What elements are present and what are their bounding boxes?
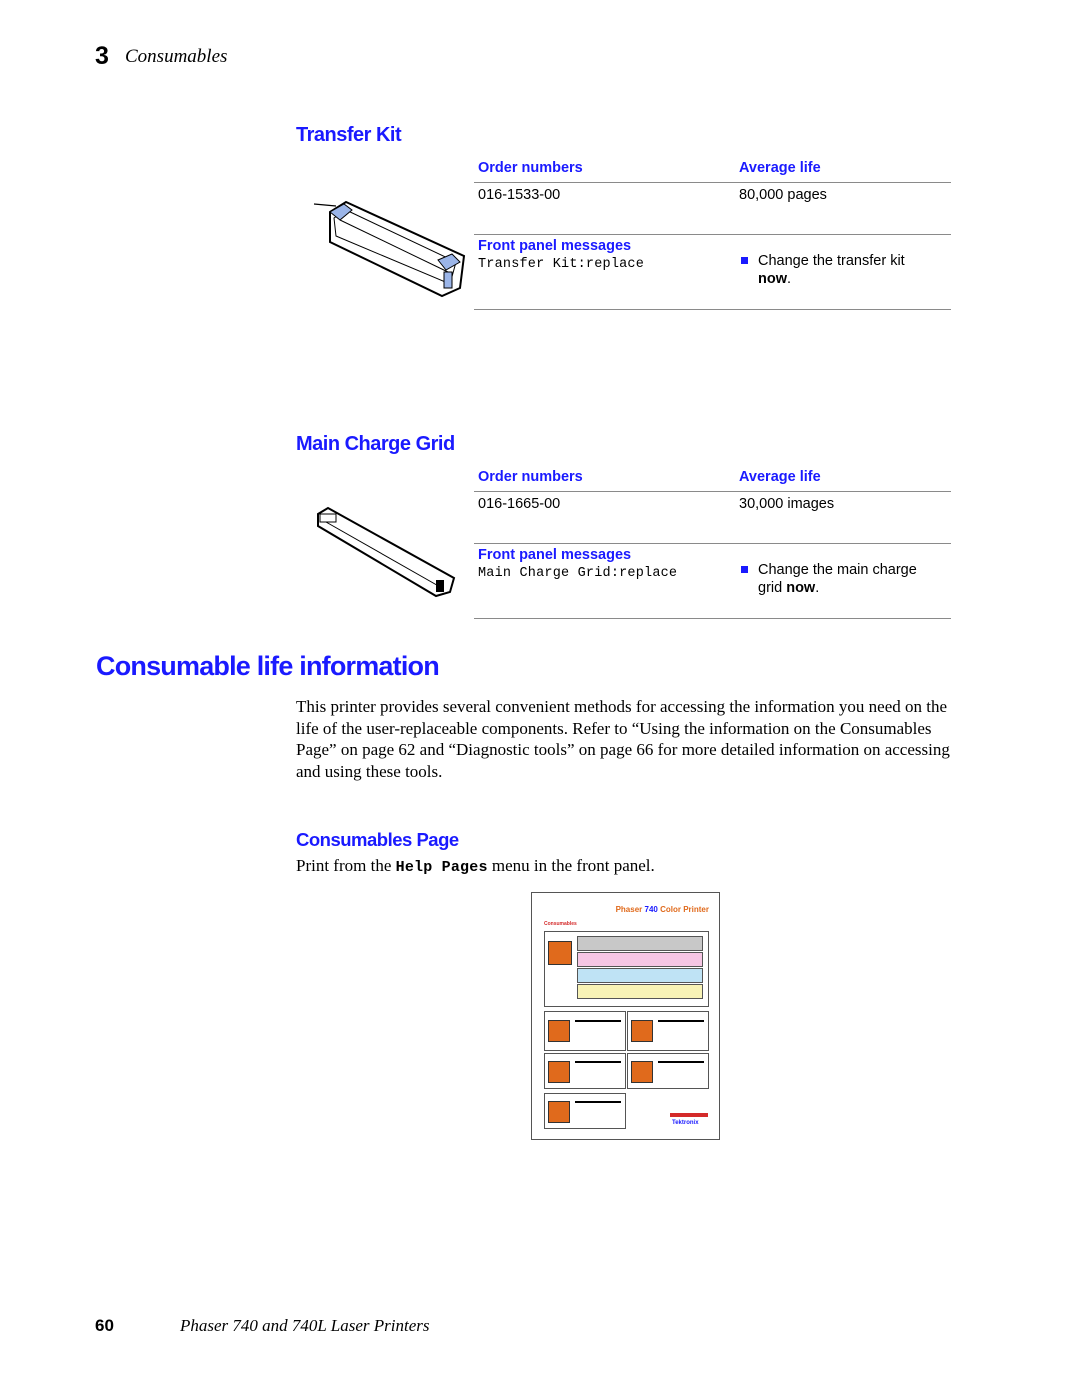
transfer-kit-action-end: . bbox=[787, 271, 792, 287]
transfer-kit-icon bbox=[548, 1101, 570, 1123]
main-charge-grid-action-end: . bbox=[815, 580, 820, 596]
instruction-text-after: menu in the front panel. bbox=[491, 856, 655, 875]
toner-magenta-bar bbox=[577, 952, 703, 967]
thumbnail-fuser-roll-box bbox=[627, 1053, 709, 1089]
thumbnail-toner-box bbox=[544, 931, 709, 1007]
main-charge-grid-icon bbox=[631, 1020, 653, 1042]
consumables-page-instruction bbox=[296, 855, 655, 879]
transfer-kit-action-bold: now bbox=[758, 271, 787, 287]
main-charge-grid-order-header: Order numbers bbox=[478, 469, 583, 485]
fuser-gauge bbox=[575, 1061, 621, 1063]
toner-cyan-bar bbox=[577, 968, 703, 983]
main-charge-grid-action bbox=[758, 561, 917, 597]
help-pages-menu-name: Help Pages bbox=[395, 859, 488, 876]
main-charge-grid-front-panel-label: Front panel messages bbox=[478, 547, 632, 563]
toner-black-bar bbox=[577, 936, 703, 951]
main-charge-grid-gauge bbox=[658, 1020, 704, 1022]
main-charge-grid-action-text-2: grid bbox=[758, 580, 783, 596]
main-charge-grid-order-number: 016-1665-00 bbox=[478, 496, 561, 512]
thumbnail-title-brand: Phaser bbox=[615, 905, 643, 914]
main-charge-grid-illustration bbox=[312, 500, 462, 600]
imaging-unit-icon bbox=[548, 1020, 570, 1042]
fuser-icon bbox=[548, 1061, 570, 1083]
thumbnail-transfer-kit-box bbox=[544, 1093, 626, 1129]
main-charge-grid-heading: Main Charge Grid bbox=[296, 433, 455, 455]
thumbnail-title bbox=[616, 905, 709, 914]
transfer-kit-illustration bbox=[310, 192, 470, 304]
life-info-paragraph: This printer provides several convenient methods for accessing the information you need on the life of the user-replaceable components. Refer to “Using the information on the Consumables Page” on page 62 and “Diagnostic tools” on page 66 for more detailed information on accessing and using these tools. bbox=[296, 697, 950, 781]
footer-title: Phaser 740 and 740L Laser Printers bbox=[180, 1316, 430, 1335]
consumables-page-thumbnail bbox=[531, 892, 720, 1140]
transfer-kit-heading: Transfer Kit bbox=[296, 124, 402, 146]
main-charge-grid-header-rule bbox=[474, 491, 951, 492]
main-charge-grid-action-text-1: Change the main charge bbox=[758, 562, 917, 578]
transfer-kit-bottom-rule bbox=[474, 309, 951, 310]
thumbnail-title-model: 740 bbox=[644, 905, 658, 914]
thumbnail-fuser-box bbox=[544, 1053, 626, 1089]
thumbnail-main-charge-grid-box bbox=[627, 1011, 709, 1051]
thumbnail-section-label: Consumables bbox=[544, 921, 577, 927]
toner-yellow-bar bbox=[577, 984, 703, 999]
transfer-kit-row-rule bbox=[474, 234, 951, 235]
main-charge-grid-action-bold: now bbox=[786, 580, 816, 596]
thumbnail-brand: Tektronix bbox=[672, 1120, 699, 1126]
transfer-kit-action-text: Change the transfer kit bbox=[758, 253, 905, 269]
consumables-page-heading: Consumables Page bbox=[296, 829, 459, 850]
main-charge-grid-row-rule bbox=[474, 543, 951, 544]
transfer-kit-header-rule bbox=[474, 182, 951, 183]
bullet-icon bbox=[741, 566, 748, 573]
transfer-kit-front-panel-message: Transfer Kit:replace bbox=[478, 257, 645, 272]
instruction-text-before: Print from the bbox=[296, 856, 392, 875]
transfer-kit-life-header: Average life bbox=[739, 160, 821, 176]
transfer-kit-front-panel-label: Front panel messages bbox=[478, 238, 632, 254]
chapter-title: Consumables bbox=[125, 46, 228, 67]
transfer-kit-gauge bbox=[575, 1101, 621, 1103]
fuser-roll-gauge bbox=[658, 1061, 704, 1063]
main-charge-grid-bottom-rule bbox=[474, 618, 951, 619]
thumbnail-red-strip bbox=[670, 1113, 708, 1117]
chapter-number: 3 bbox=[95, 42, 109, 70]
bullet-icon bbox=[741, 257, 748, 264]
thumbnail-imaging-unit-box bbox=[544, 1011, 626, 1051]
life-info-heading: Consumable life information bbox=[96, 651, 439, 681]
fuser-roll-icon bbox=[631, 1061, 653, 1083]
main-charge-grid-average-life: 30,000 images bbox=[739, 496, 835, 512]
imaging-unit-gauge bbox=[575, 1020, 621, 1022]
transfer-kit-order-header: Order numbers bbox=[478, 160, 583, 176]
main-charge-grid-life-header: Average life bbox=[739, 469, 821, 485]
transfer-kit-action bbox=[758, 252, 905, 288]
page-number: 60 bbox=[95, 1316, 114, 1335]
main-charge-grid-front-panel-message: Main Charge Grid:replace bbox=[478, 566, 678, 581]
transfer-kit-average-life: 80,000 pages bbox=[739, 187, 827, 203]
toner-icon bbox=[548, 941, 572, 965]
thumbnail-title-suffix: Color Printer bbox=[660, 905, 709, 914]
transfer-kit-order-number: 016-1533-00 bbox=[478, 187, 561, 203]
